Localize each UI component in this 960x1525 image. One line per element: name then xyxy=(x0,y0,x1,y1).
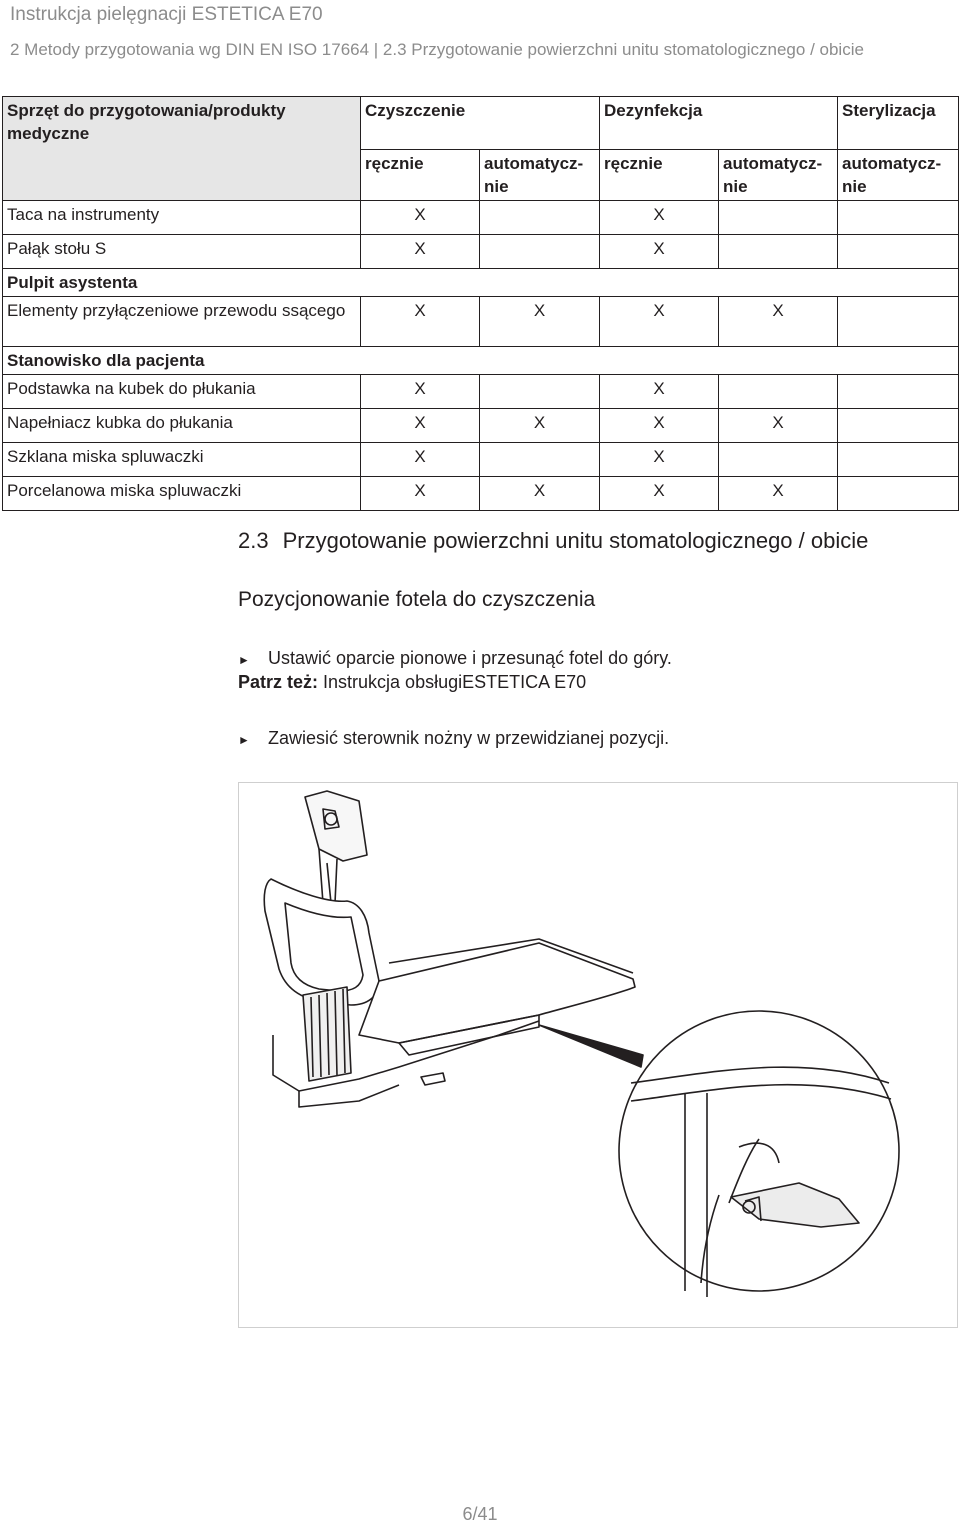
row-label: Taca na instrumenty xyxy=(3,201,361,235)
cell-value xyxy=(719,235,838,269)
subheader-auto-sterilization: automatycz-nie xyxy=(838,150,959,201)
see-also-reference xyxy=(238,672,586,693)
section-title: Przygotowanie powierzchni unitu stomatologicznego / obicie xyxy=(282,528,869,553)
cell-value xyxy=(719,201,838,235)
table-row xyxy=(3,375,959,409)
header-disinfection: Dezynfekcja xyxy=(600,97,838,150)
table-row xyxy=(3,477,959,511)
row-label: Szklana miska spluwaczki xyxy=(3,443,361,477)
table-row xyxy=(3,201,959,235)
cell-value xyxy=(838,297,959,347)
section-number: 2.3 xyxy=(238,528,269,553)
row-label: Porcelanowa miska spluwaczki xyxy=(3,477,361,511)
cell-value: X xyxy=(361,477,480,511)
subheader-auto-cleaning: automatycz-nie xyxy=(480,150,600,201)
cell-value xyxy=(838,477,959,511)
subheader-manual-disinfection: ręcznie xyxy=(600,150,719,201)
breadcrumb: 2 Metody przygotowania wg DIN EN ISO 17664 | 2.3 Przygotowanie powierzchni unitu stomatologicznego / obicie xyxy=(10,40,864,59)
cell-value: X xyxy=(361,409,480,443)
cell-value xyxy=(838,409,959,443)
step-text: Zawiesić sterownik nożny w przewidzianej pozycji. xyxy=(268,728,670,748)
cell-value: X xyxy=(600,201,719,235)
cell-value xyxy=(719,375,838,409)
dental-chair-drawing xyxy=(239,783,957,1327)
header-equipment: Sprzęt do przygotowania/produkty medyczne xyxy=(3,97,361,201)
cell-value: X xyxy=(361,297,480,347)
cell-value: X xyxy=(480,297,600,347)
row-label: Podstawka na kubek do płukania xyxy=(3,375,361,409)
section-heading xyxy=(238,528,868,554)
triangle-bullet-icon: ► xyxy=(238,653,250,667)
step-text: Ustawić oparcie pionowe i przesunąć fotel do góry. xyxy=(268,648,672,668)
cell-value xyxy=(480,375,600,409)
page-number: 6/41 xyxy=(462,1504,498,1524)
cell-value xyxy=(480,443,600,477)
cell-value: X xyxy=(719,409,838,443)
row-label: Elementy przyłączeniowe przewodu ssącego xyxy=(3,297,361,347)
cell-value xyxy=(480,235,600,269)
cell-value: X xyxy=(600,235,719,269)
subheader-auto-disinfection: automatycz-nie xyxy=(719,150,838,201)
sub-heading: Pozycjonowanie fotela do czyszczenia xyxy=(238,588,596,611)
section-label: Stanowisko dla pacjenta xyxy=(3,347,959,375)
cell-value xyxy=(480,201,600,235)
row-label: Pałąk stołu S xyxy=(3,235,361,269)
cell-value: X xyxy=(600,375,719,409)
document-title: Instrukcja pielęgnacji ESTETICA E70 xyxy=(10,4,323,25)
see-also-link[interactable]: Instrukcja obsługiESTETICA E70 xyxy=(323,672,587,692)
header-sterilization: Sterylizacja xyxy=(838,97,959,150)
cell-value xyxy=(838,443,959,477)
cell-value: X xyxy=(600,409,719,443)
care-methods-table xyxy=(2,96,959,511)
table-row xyxy=(3,409,959,443)
table-header-row xyxy=(3,97,959,150)
subheader-manual-cleaning: ręcznie xyxy=(361,150,480,201)
cell-value: X xyxy=(361,201,480,235)
triangle-bullet-icon: ► xyxy=(238,733,250,747)
table-row xyxy=(3,235,959,269)
cell-value: X xyxy=(361,235,480,269)
cell-value: X xyxy=(361,443,480,477)
cell-value: X xyxy=(719,297,838,347)
cell-value: X xyxy=(600,297,719,347)
cell-value xyxy=(719,443,838,477)
cell-value: X xyxy=(600,443,719,477)
instruction-step xyxy=(238,648,672,669)
header-cleaning: Czyszczenie xyxy=(361,97,600,150)
section-label: Pulpit asystenta xyxy=(3,269,959,297)
section-row xyxy=(3,347,959,375)
table-row xyxy=(3,297,959,347)
cell-value: X xyxy=(719,477,838,511)
dental-chair-illustration xyxy=(238,782,958,1328)
cell-value: X xyxy=(361,375,480,409)
cell-value: X xyxy=(600,477,719,511)
cell-value xyxy=(838,201,959,235)
section-row xyxy=(3,269,959,297)
row-label: Napełniacz kubka do płukania xyxy=(3,409,361,443)
cell-value xyxy=(838,375,959,409)
instruction-step xyxy=(238,728,669,749)
table-row xyxy=(3,443,959,477)
cell-value: X xyxy=(480,409,600,443)
see-also-label: Patrz też: xyxy=(238,672,319,692)
cell-value: X xyxy=(480,477,600,511)
cell-value xyxy=(838,235,959,269)
